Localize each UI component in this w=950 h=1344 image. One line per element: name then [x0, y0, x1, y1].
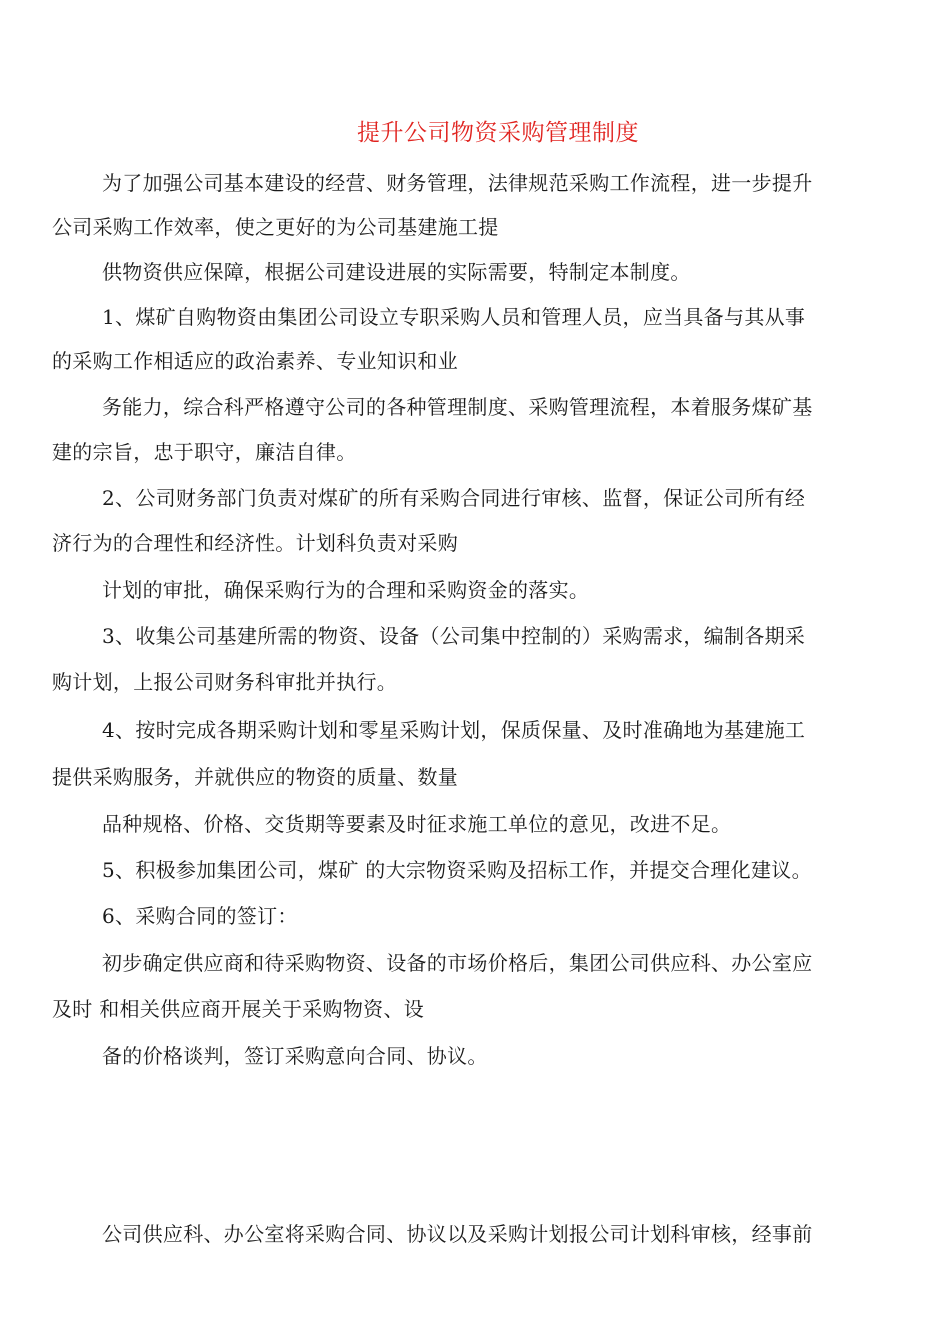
paragraph-line: 备的价格谈判，签订采购意向合同、协议。 [102, 1044, 488, 1068]
paragraph-line: 初步确定供应商和待采购物资、设备的市场价格后，集团公司供应科、办公室应 [102, 951, 813, 975]
paragraph-line: 1、煤矿自购物资由集团公司设立专职采购人员和管理人员，应当具备与其从事 [102, 305, 806, 329]
paragraph-line: 济行为的合理性和经济性。计划科负责对采购 [52, 531, 458, 555]
paragraph-line: 2、公司财务部门负责对煤矿的所有采购合同进行审核、监督，保证公司所有经 [102, 486, 806, 510]
paragraph-line: 3、收集公司基建所需的物资、设备（公司集中控制的）采购需求，编制各期采 [102, 624, 806, 648]
paragraph-line: 提供采购服务，并就供应的物资的质量、数量 [52, 765, 458, 789]
paragraph-line: 公司供应科、办公室将采购合同、协议以及采购计划报公司计划科审核，经事前 [102, 1222, 813, 1246]
paragraph-line: 计划的审批，确保采购行为的合理和采购资金的落实。 [102, 578, 590, 602]
paragraph-line: 公司采购工作效率，使之更好的为公司基建施工提 [52, 215, 499, 239]
document-title: 提升公司物资采购管理制度 [357, 120, 639, 146]
paragraph-line: 的采购工作相适应的政治素养、专业知识和业 [52, 349, 458, 373]
paragraph-line: 及时 和相关供应商开展关于采购物资、设 [52, 997, 425, 1021]
paragraph-line: 6、采购合同的签订： [102, 904, 298, 928]
paragraph-line: 购计划，上报公司财务科审批并执行。 [52, 670, 398, 694]
paragraph-line: 为了加强公司基本建设的经营、财务管理，法律规范采购工作流程，进一步提升 [102, 171, 813, 195]
paragraph-line: 务能力，综合科严格遵守公司的各种管理制度、采购管理流程，本着服务煤矿基 [102, 395, 813, 419]
paragraph-line: 品种规格、价格、交货期等要素及时征求施工单位的意见，改进不足。 [102, 812, 732, 836]
paragraph-line: 供物资供应保障，根据公司建设进展的实际需要，特制定本制度。 [102, 260, 691, 284]
paragraph-line: 5、积极参加集团公司，煤矿 的大宗物资采购及招标工作，并提交合理化建议。 [102, 858, 812, 882]
paragraph-line: 建的宗旨，忠于职守，廉洁自律。 [52, 440, 357, 464]
paragraph-line: 4、按时完成各期采购计划和零星采购计划，保质保量、及时准确地为基建施工 [102, 718, 806, 742]
